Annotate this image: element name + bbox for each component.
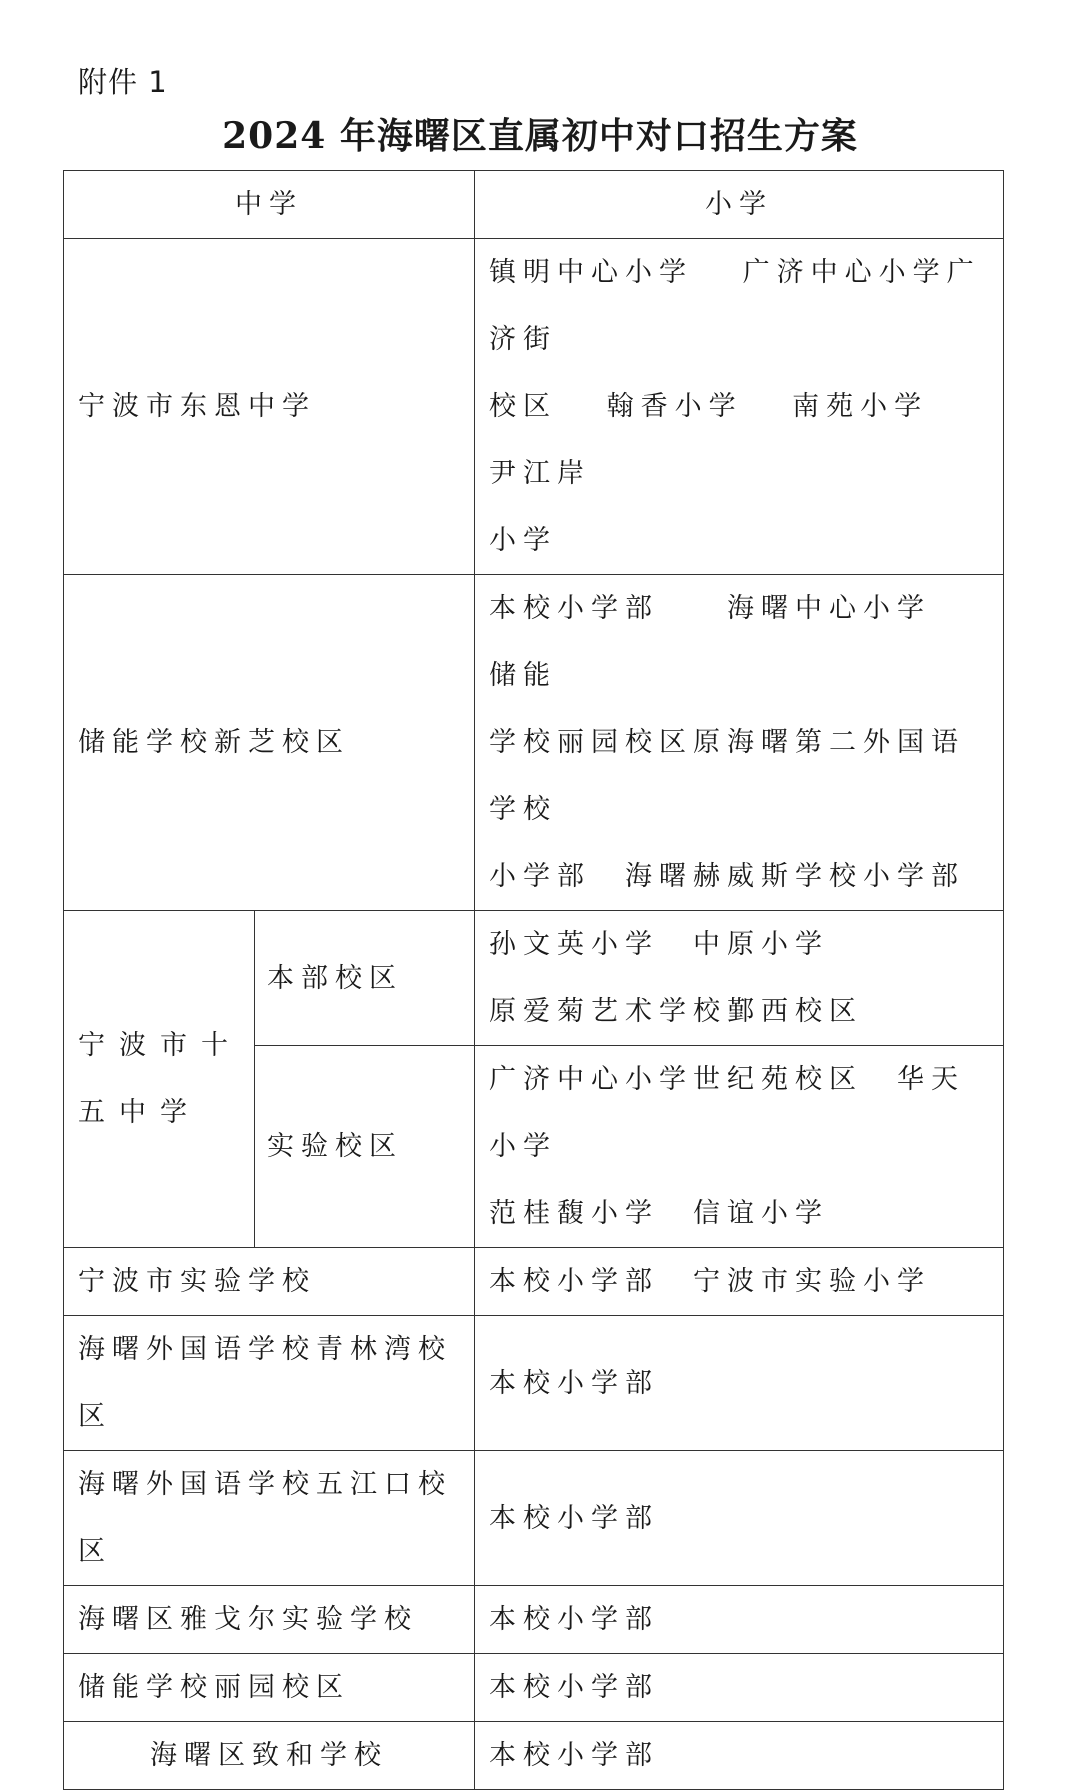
middle-school-cell: 宁波市实验学校 xyxy=(64,1248,475,1316)
table-row xyxy=(64,1654,1004,1722)
campus-cell: 本部校区 xyxy=(255,911,475,1046)
primary-school-cell: 本校小学部 宁波市实验小学 xyxy=(475,1248,1004,1316)
middle-school-cell: 宁波市十五中学 xyxy=(64,911,255,1248)
table-row xyxy=(64,239,1004,575)
primary-school-cell: 本校小学部 xyxy=(475,1722,1004,1790)
attachment-label: 附件 1 xyxy=(78,65,168,99)
table-row xyxy=(64,1722,1004,1790)
middle-school-cell: 海曙区雅戈尔实验学校 xyxy=(64,1586,475,1654)
primary-school-cell xyxy=(475,1046,1004,1248)
enrollment-table xyxy=(63,170,1004,1790)
primary-school-cell xyxy=(475,239,1004,575)
primary-school-cell xyxy=(475,911,1004,1046)
primary-school-cell: 本校小学部 xyxy=(475,1654,1004,1722)
primary-school-cell: 本校小学部 xyxy=(475,1451,1004,1586)
header-primary-school: 小学 xyxy=(475,171,1004,239)
middle-school-cell: 海曙外国语学校五江口校区 xyxy=(64,1451,475,1586)
primary-line: 孙文英小学 中原小学 xyxy=(489,929,829,960)
header-middle-school: 中学 xyxy=(64,171,475,239)
middle-school-cell: 储能学校丽园校区 xyxy=(64,1654,475,1722)
primary-line: 小学部 海曙赫威斯学校小学部 xyxy=(489,861,965,892)
middle-school-cell: 海曙区致和学校 xyxy=(64,1722,475,1790)
table-row xyxy=(64,1451,1004,1586)
table-row xyxy=(64,1316,1004,1451)
page-title: 2024 年海曙区直属初中对口招生方案 xyxy=(222,115,858,157)
primary-line: 镇明中心小学 广济中心小学广济街 xyxy=(489,257,981,355)
primary-line: 小学 xyxy=(489,525,557,556)
primary-school-cell xyxy=(475,575,1004,911)
primary-line: 学校丽园校区原海曙第二外国语学校 xyxy=(489,727,965,825)
table-row xyxy=(64,1248,1004,1316)
campus-cell: 实验校区 xyxy=(255,1046,475,1248)
primary-line: 本校小学部 海曙中心小学 储能 xyxy=(489,593,999,691)
primary-line: 范桂馥小学 信谊小学 xyxy=(489,1198,829,1229)
table-row xyxy=(64,1586,1004,1654)
primary-school-cell: 本校小学部 xyxy=(475,1586,1004,1654)
middle-school-cell: 宁波市东恩中学 xyxy=(64,239,475,575)
table-row xyxy=(64,575,1004,911)
middle-school-cell: 储能学校新芝校区 xyxy=(64,575,475,911)
primary-line: 广济中心小学世纪苑校区 华天小学 xyxy=(489,1064,965,1162)
primary-school-cell: 本校小学部 xyxy=(475,1316,1004,1451)
primary-line: 校区 翰香小学 南苑小学 尹江岸 xyxy=(489,391,978,489)
table-row xyxy=(64,911,1004,1046)
table-header-row xyxy=(64,171,1004,239)
middle-school-cell: 海曙外国语学校青林湾校区 xyxy=(64,1316,475,1451)
primary-line: 原爱菊艺术学校鄞西校区 xyxy=(489,996,863,1027)
